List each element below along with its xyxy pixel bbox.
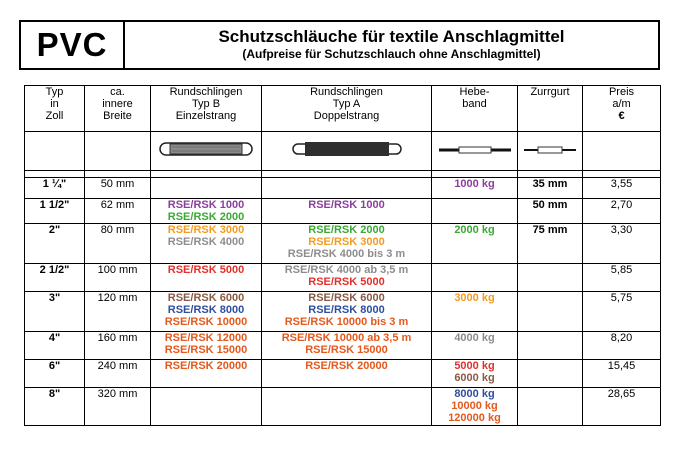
typ-a-cell bbox=[262, 178, 432, 199]
col-typ-b-header bbox=[151, 86, 262, 132]
hebeband-cell bbox=[432, 224, 518, 264]
typ-cell: 2" bbox=[25, 224, 85, 264]
header-line: Zurrgurt bbox=[530, 86, 570, 98]
entry: RSE/RSK 2000 bbox=[308, 224, 385, 236]
typ-cell: 3" bbox=[25, 292, 85, 332]
entry: 4000 kg bbox=[454, 332, 495, 344]
entry: 5000 kg bbox=[454, 360, 495, 372]
zurrgurt-cell bbox=[518, 388, 583, 426]
illustration-empty bbox=[25, 132, 85, 171]
document-header bbox=[19, 20, 660, 70]
entry: RSE/RSK 5000 bbox=[308, 276, 385, 288]
typ-cell: 8" bbox=[25, 388, 85, 426]
header-line: Doppelstrang bbox=[313, 110, 380, 122]
price-table bbox=[24, 85, 661, 426]
typ-cell: 1 1/2" bbox=[25, 199, 85, 224]
header-line: Breite bbox=[103, 110, 132, 122]
entry: RSE/RSK 3000 bbox=[167, 224, 245, 236]
entry: RSE/RSK 10000 bis 3 m bbox=[284, 316, 409, 328]
entry: RSE/RSK 5000 bbox=[167, 264, 245, 276]
entry: RSE/RSK 15000 bbox=[164, 344, 248, 356]
header-line: innere bbox=[102, 98, 133, 110]
header-line: band bbox=[462, 98, 487, 110]
header-line: Typ A bbox=[332, 98, 361, 110]
breite-cell: 50 mm bbox=[85, 178, 151, 199]
typ-b-cell bbox=[151, 224, 262, 264]
entry: 6000 kg bbox=[454, 372, 495, 384]
col-breite-header bbox=[85, 86, 151, 132]
col-preis-header bbox=[583, 86, 661, 132]
typ-b-cell bbox=[151, 264, 262, 292]
hebeband-cell bbox=[432, 264, 518, 292]
header-line: Rundschlingen bbox=[310, 86, 383, 98]
entry: RSE/RSK 4000 bbox=[167, 236, 245, 248]
breite-cell: 120 mm bbox=[85, 292, 151, 332]
entry: 120000 kg bbox=[448, 412, 501, 424]
typ-a-cell bbox=[262, 199, 432, 224]
col-hebeband-header bbox=[432, 86, 518, 132]
entry: RSE/RSK 3000 bbox=[308, 236, 385, 248]
typ-b-cell bbox=[151, 292, 262, 332]
hebeband-cell bbox=[432, 292, 518, 332]
typ-a-cell bbox=[262, 224, 432, 264]
header-line: Preis bbox=[608, 86, 635, 98]
header-line: ca. bbox=[110, 86, 125, 98]
header-line: Einzelstrang bbox=[175, 110, 237, 122]
entry: RSE/RSK 4000 bis 3 m bbox=[287, 248, 406, 260]
header-line: Typ bbox=[45, 86, 64, 98]
entry: RSE/RSK 8000 bbox=[308, 304, 385, 316]
entry: RSE/RSK 1000 bbox=[167, 199, 245, 211]
roundsling-single-illustration bbox=[151, 132, 262, 171]
entry: RSE/RSK 1000 bbox=[308, 199, 385, 211]
illustration-row bbox=[25, 132, 661, 171]
typ-a-cell bbox=[262, 360, 432, 388]
entry: RSE/RSK 10000 bbox=[164, 316, 248, 328]
entry: RSE/RSK 6000 bbox=[167, 292, 245, 304]
header-line: a/m bbox=[612, 98, 631, 110]
table-row bbox=[25, 224, 661, 264]
entry: 1000 kg bbox=[454, 178, 495, 190]
typ-b-cell bbox=[151, 360, 262, 388]
pvc-logo: PVC bbox=[21, 22, 125, 68]
breite-cell: 240 mm bbox=[85, 360, 151, 388]
breite-cell: 80 mm bbox=[85, 224, 151, 264]
header-line: in bbox=[50, 98, 59, 110]
header-row bbox=[25, 86, 661, 132]
zurrgurt-cell bbox=[518, 292, 583, 332]
typ-b-cell bbox=[151, 388, 262, 426]
entry: RSE/RSK 20000 bbox=[164, 360, 248, 372]
header-line: Hebe- bbox=[459, 86, 490, 98]
header-line: Typ B bbox=[191, 98, 221, 110]
typ-cell: 4" bbox=[25, 332, 85, 360]
lifting-band-illustration bbox=[432, 132, 518, 171]
preis-cell: 3,30 bbox=[583, 224, 661, 264]
entry: RSE/RSK 12000 bbox=[164, 332, 248, 344]
entry: RSE/RSK 10000 ab 3,5 m bbox=[281, 332, 412, 344]
entry: 8000 kg bbox=[454, 388, 495, 400]
illustration-empty bbox=[85, 132, 151, 171]
entry: RSE/RSK 20000 bbox=[305, 360, 388, 372]
entry: RSE/RSK 4000 ab 3,5 m bbox=[284, 264, 409, 276]
preis-cell: 15,45 bbox=[583, 360, 661, 388]
zurrgurt-cell: 35 mm bbox=[518, 178, 583, 199]
entry: RSE/RSK 6000 bbox=[308, 292, 385, 304]
hebeband-cell bbox=[432, 199, 518, 224]
col-zurrgurt-header bbox=[518, 86, 583, 132]
table-row bbox=[25, 292, 661, 332]
entry: RSE/RSK 8000 bbox=[167, 304, 245, 316]
typ-cell: 2 1/2" bbox=[25, 264, 85, 292]
entry: 10000 kg bbox=[451, 400, 498, 412]
hebeband-cell bbox=[432, 388, 518, 426]
preis-cell: 28,65 bbox=[583, 388, 661, 426]
breite-cell: 160 mm bbox=[85, 332, 151, 360]
hebeband-cell bbox=[432, 178, 518, 199]
breite-cell: 100 mm bbox=[85, 264, 151, 292]
header-line: Rundschlingen bbox=[169, 86, 243, 98]
zurrgurt-cell: 75 mm bbox=[518, 224, 583, 264]
table-row bbox=[25, 332, 661, 360]
zurrgurt-cell bbox=[518, 332, 583, 360]
breite-cell: 320 mm bbox=[85, 388, 151, 426]
zurrgurt-cell bbox=[518, 264, 583, 292]
table-row bbox=[25, 199, 661, 224]
entry: 3000 kg bbox=[454, 292, 495, 304]
table-row bbox=[25, 264, 661, 292]
entry: RSE/RSK 2000 bbox=[167, 211, 245, 223]
col-typ-header bbox=[25, 86, 85, 132]
lashing-strap-illustration bbox=[518, 132, 583, 171]
illustration-empty bbox=[583, 132, 661, 171]
typ-b-cell bbox=[151, 332, 262, 360]
typ-b-cell bbox=[151, 178, 262, 199]
header-line: Zoll bbox=[45, 110, 64, 122]
preis-cell: 5,85 bbox=[583, 264, 661, 292]
preis-cell: 2,70 bbox=[583, 199, 661, 224]
entry: 2000 kg bbox=[454, 224, 495, 236]
breite-cell: 62 mm bbox=[85, 199, 151, 224]
document-title: Schutzschläuche für textile Anschlagmittel bbox=[218, 27, 565, 46]
preis-cell: 3,55 bbox=[583, 178, 661, 199]
typ-a-cell bbox=[262, 292, 432, 332]
table-row bbox=[25, 360, 661, 388]
table-row bbox=[25, 388, 661, 426]
typ-a-cell bbox=[262, 264, 432, 292]
preis-cell: 8,20 bbox=[583, 332, 661, 360]
table-row bbox=[25, 178, 661, 199]
typ-cell: 6" bbox=[25, 360, 85, 388]
typ-a-cell bbox=[262, 332, 432, 360]
col-typ-a-header bbox=[262, 86, 432, 132]
zurrgurt-cell bbox=[518, 360, 583, 388]
typ-a-cell bbox=[262, 388, 432, 426]
roundsling-double-illustration bbox=[262, 132, 432, 171]
zurrgurt-cell: 50 mm bbox=[518, 199, 583, 224]
hebeband-cell bbox=[432, 360, 518, 388]
typ-cell: 1 ¼" bbox=[25, 178, 85, 199]
header-line: € bbox=[618, 110, 625, 122]
spacer-row bbox=[25, 171, 661, 178]
preis-cell: 5,75 bbox=[583, 292, 661, 332]
document-subtitle: (Aufpreise für Schutzschlauch ohne Anschlagmittel) bbox=[242, 47, 541, 61]
hebeband-cell bbox=[432, 332, 518, 360]
typ-b-cell bbox=[151, 199, 262, 224]
entry: RSE/RSK 15000 bbox=[305, 344, 388, 356]
